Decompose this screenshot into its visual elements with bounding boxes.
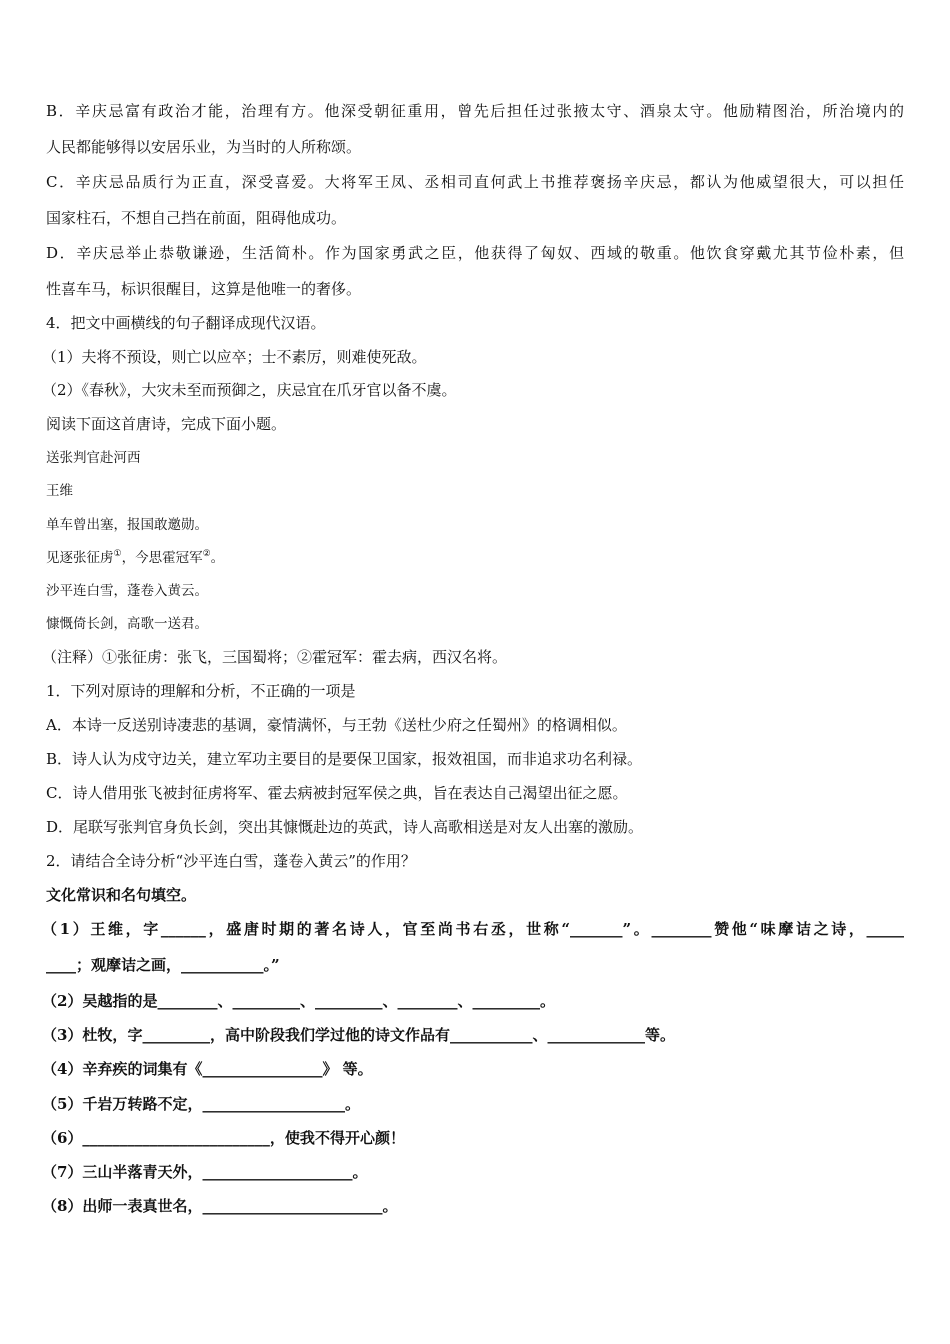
fill-item-1-line1: （1）王维，字______，盛唐时期的著名诗人，官至尚书右丞，世称“_______”。________赞他“味摩诘之诗，_____	[42, 920, 904, 938]
poem-question-1-stem: 1．下列对原诗的理解和分析，不正确的一项是	[46, 682, 356, 700]
poem-line-1: 单车曾出塞，报国敢邀勋。	[46, 517, 208, 533]
poem-title: 送张判官赴河西	[46, 450, 141, 466]
poem-line-4: 慷慨倚长剑，高歌一送君。	[46, 616, 208, 632]
poem-question-1-option-a: A．本诗一反送别诗凄悲的基调，豪情满怀，与王勃《送杜少府之任蜀州》的格调相似。	[46, 716, 627, 734]
poem-instruction: 阅读下面这首唐诗，完成下面小题。	[46, 415, 287, 433]
fill-item-8: （8）出师一表真世名，________________________。	[42, 1197, 398, 1215]
fill-item-4: （4）辛弃疾的词集有《________________》 等。	[42, 1060, 373, 1078]
poem-question-2: 2．请结合全诗分析“沙平连白雪，蓬卷入黄云”的作用？	[46, 852, 416, 870]
footnote-marker-2: ②	[202, 549, 211, 559]
fill-item-5: （5）千岩万转路不定，___________________。	[42, 1095, 360, 1113]
option-b-line1: B．辛庆忌富有政治才能，治理有方。他深受朝征重用，曾先后担任过张掖太守、酒泉太守。他励精图治，所治境内的	[46, 102, 904, 120]
poem-line-3: 沙平连白雪，蓬卷入黄云。	[46, 583, 208, 599]
poem-question-1-option-d: D．尾联写张判官身负长剑，突出其慷慨赴边的英武，诗人高歌相送是对友人出塞的激励。	[46, 818, 644, 836]
fill-item-7: （7）三山半落青天外，____________________。	[42, 1163, 368, 1181]
question-4-stem: 4．把文中画横线的句子翻译成现代汉语。	[46, 314, 326, 332]
question-4-item1: （1）夫将不预设，则亡以应卒；士不素厉，则难使死敌。	[42, 348, 427, 366]
poem-author: 王维	[46, 483, 73, 499]
fill-item-1-line2: ____；观摩诘之画，___________。”	[46, 956, 280, 974]
poem-line-2-part1: 见逐张征虏	[46, 550, 114, 566]
fill-item-2: （2）吴越指的是________、_________、_________、________、_________。	[42, 992, 555, 1010]
poem-line-2-part3: 。	[210, 550, 225, 566]
option-c-line1: C．辛庆忌品质行为正直，深受喜爱。大将军王凤、丞相司直何武上书推荐褒扬辛庆忌，都认为他威望很大，可以担任	[46, 173, 904, 191]
poem-note: （注释）①张征虏：张飞，三国蜀将；②霍冠军：霍去病，西汉名将。	[42, 648, 508, 666]
poem-line-2-part2: ，今思霍冠军	[121, 550, 203, 566]
option-d-line1: D．辛庆忌举止恭敬谦逊，生活简朴。作为国家勇武之臣，他获得了匈奴、西域的敬重。他饮食穿戴尤其节俭朴素，但	[46, 244, 904, 262]
question-4-item2: （2）《春秋》，大灾未至而预御之，庆忌宜在爪牙官以备不虞。	[42, 381, 457, 399]
fill-item-3: （3）杜牧，字_________，高中阶段我们学过他的诗文作品有___________、_____________等。	[42, 1026, 675, 1044]
poem-question-1-option-c: C．诗人借用张飞被封征虏将军、霍去病被封冠军侯之典，旨在表达自己渴望出征之愿。	[46, 784, 628, 802]
poem-line-2	[46, 548, 224, 568]
fill-section-heading: 文化常识和名句填空。	[46, 886, 197, 904]
fill-item-6: （6）_________________________，使我不得开心颜！	[42, 1129, 405, 1147]
option-c-line2: 国家柱石，不想自己挡在前面，阻碍他成功。	[46, 209, 347, 227]
footnote-marker-1: ①	[113, 549, 122, 559]
option-b-line2: 人民都能够得以安居乐业，为当时的人所称颂。	[46, 138, 362, 156]
poem-question-1-option-b: B．诗人认为戍守边关，建立军功主要目的是要保卫国家，报效祖国，而非追求功名利禄。	[46, 750, 643, 768]
option-d-line2: 性喜车马，标识很醒目，这算是他唯一的奢侈。	[46, 280, 362, 298]
